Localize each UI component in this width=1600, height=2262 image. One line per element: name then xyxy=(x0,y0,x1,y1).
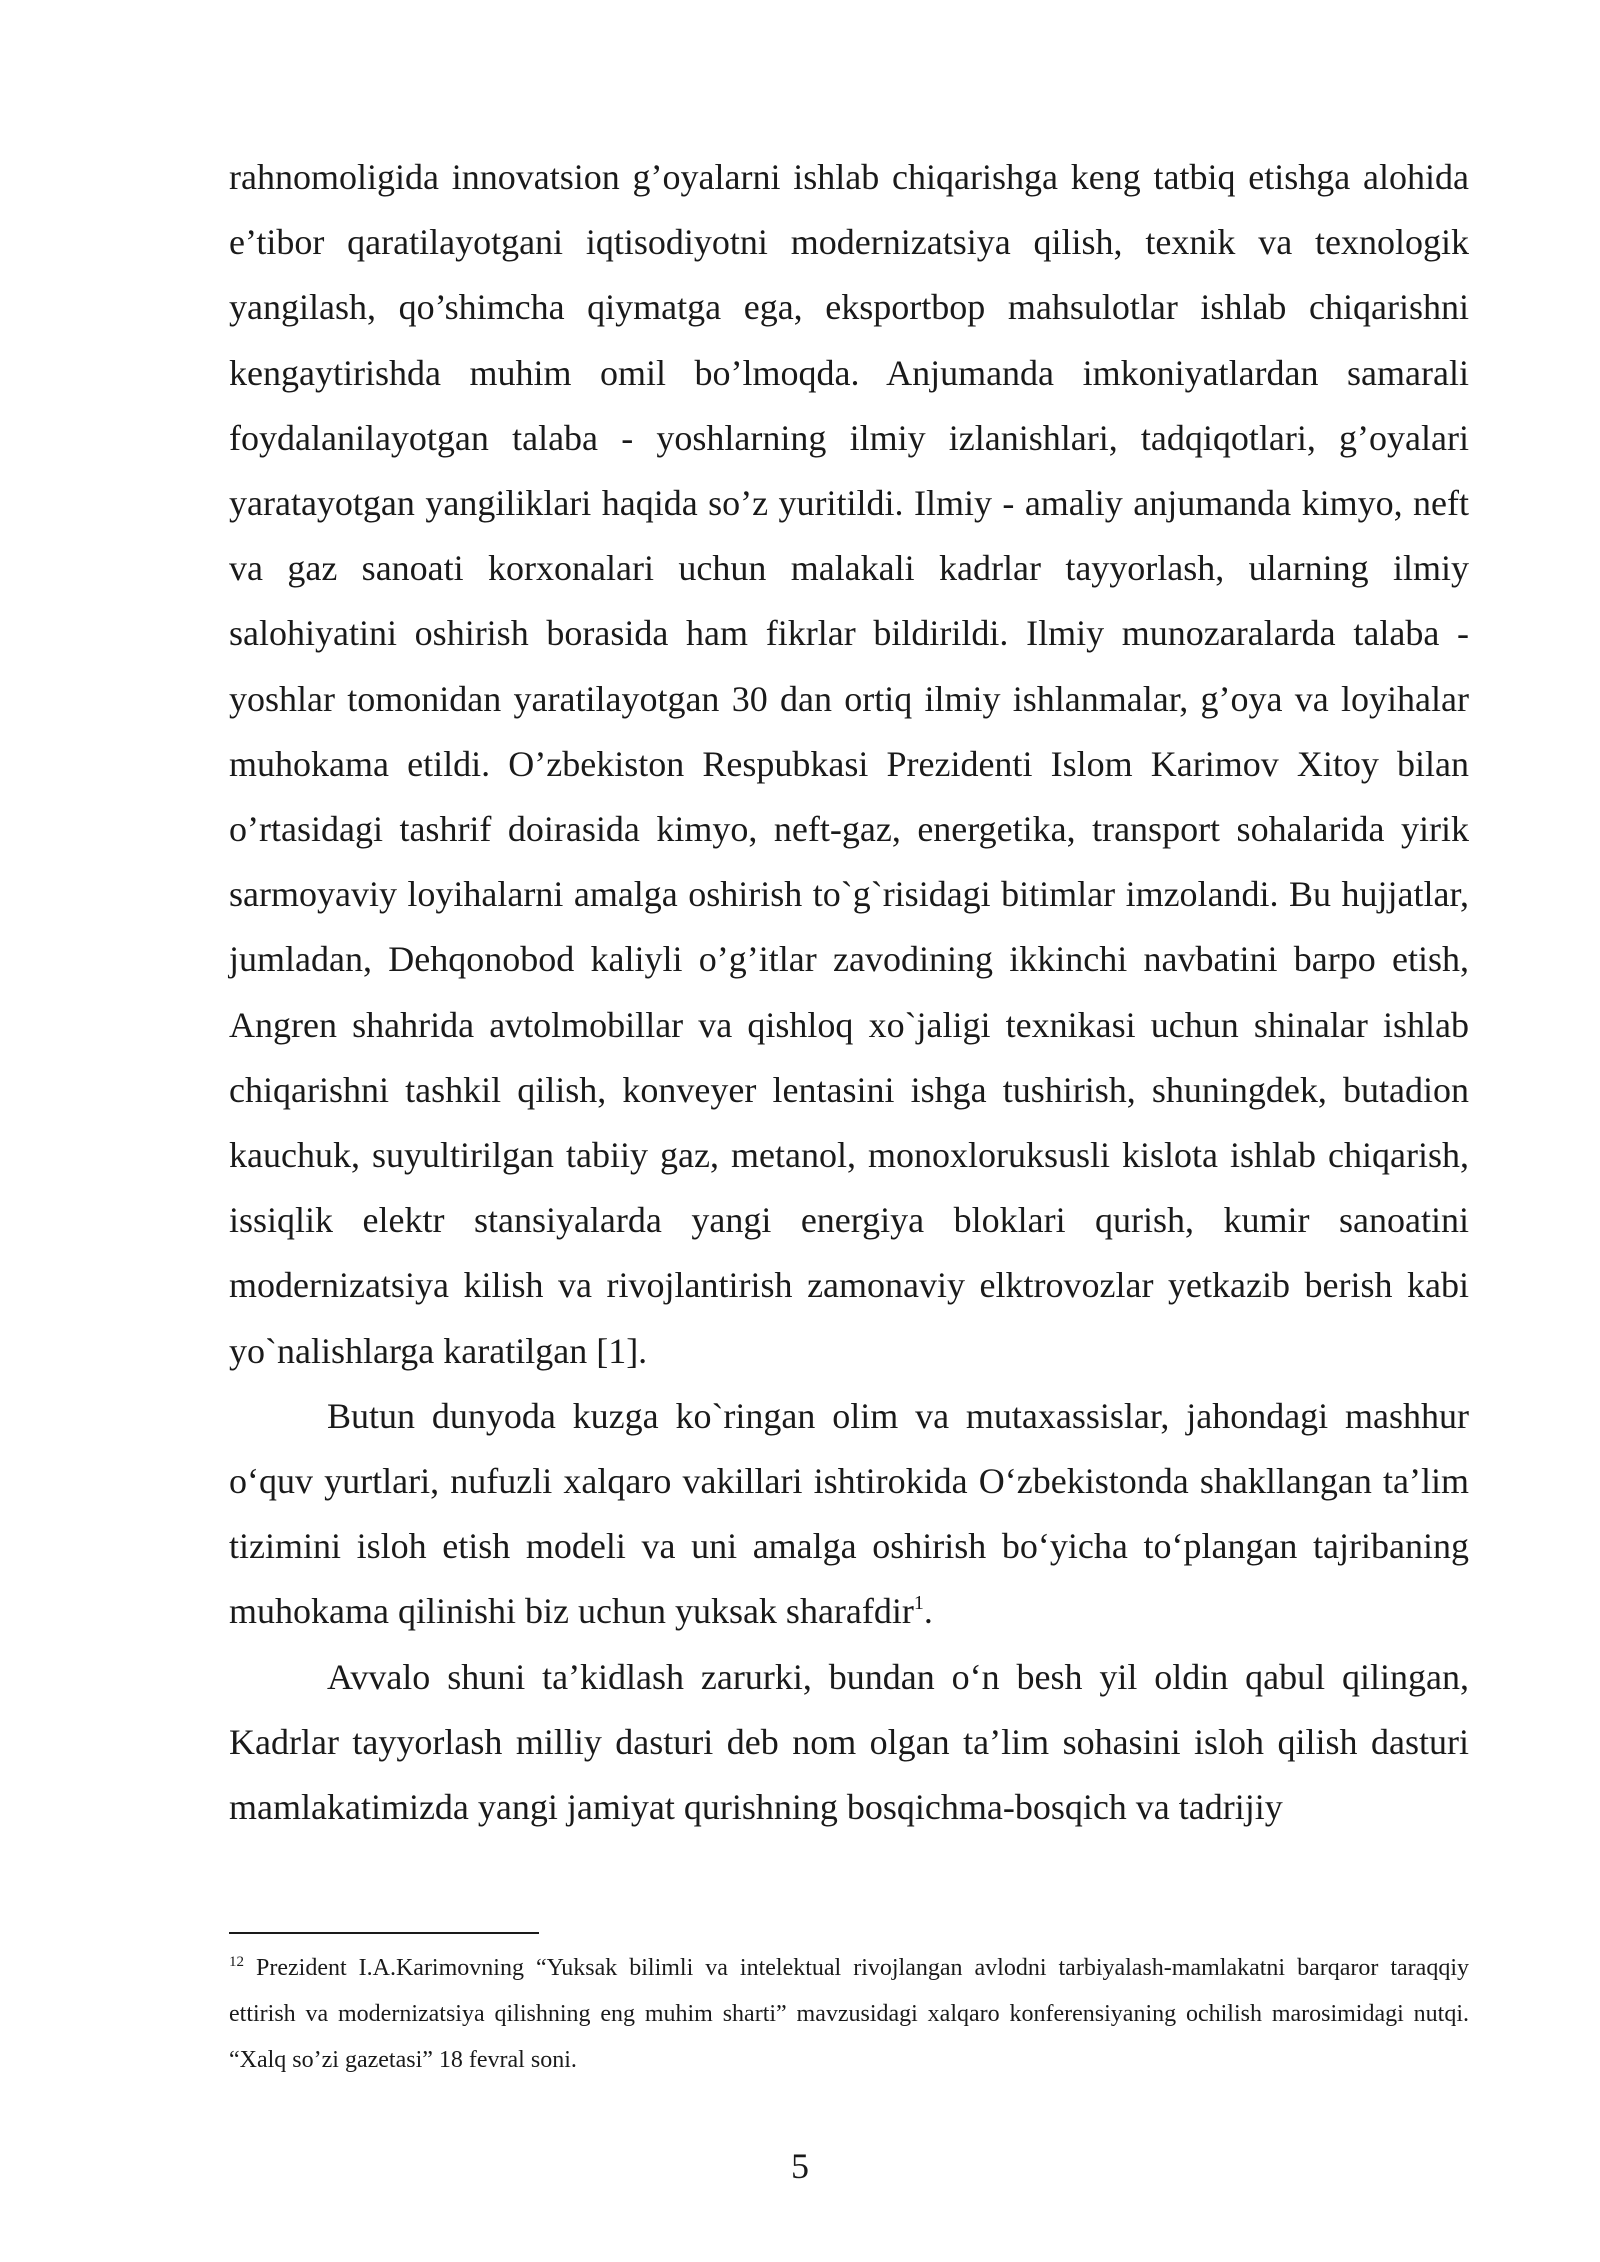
paragraph-3: Avvalo shuni ta’kidlash zarurki, bundan o‘n besh yil oldin qabul qilingan, Kadrlar tayyorlash milliy dasturi deb nom olgan ta’lim sohasini isloh qilish dasturi mamlakatimizda yangi jamiyat qurishning bosqichma-bosqich va tadrijiy xyxy=(229,1656,1469,1828)
paragraph-2-end: . xyxy=(923,1591,933,1632)
footnote-marker: 12 xyxy=(229,1954,244,1970)
body-text xyxy=(229,145,1469,1840)
footnote xyxy=(229,1945,1469,2083)
footnote-reference: 1 xyxy=(913,1592,924,1615)
paragraph-1: rahnomoligida innovatsion g’oyalarni ishlab chiqarishga keng tatbiq etishga alohida e’tibor qaratilayotgani iqtisodiyotni modernizatsiya qilish, texnik va texnologik yangilash, qo’shimcha qiymatga ega, eksportbop mahsulotlar ishlab chiqarishni kengaytirishda muhim omil bo’lmoqda. Anjumanda imkoniyatlardan samarali foydalanilayotgan talaba - yoshlarning ilmiy izlanishlari, tadqiqotlari, g’oyalari yaratayotgan yangiliklari haqida so’z yuritildi. Ilmiy - amaliy anjumanda kimyo, neft va gaz sanoati korxonalari uchun malakali kadrlar tayyorlash, ularning ilmiy salohiyatini oshirish borasida ham fikrlar bildirildi. Ilmiy munozaralarda talaba -yoshlar tomonidan yaratilayotgan 30 dan ortiq ilmiy ishlanmalar, g’oya va loyihalar muhokama etildi. O’zbekiston Respubkasi Prezidenti Islom Karimov Xitoy bilan o’rtasidagi tashrif doirasida kimyo, neft-gaz, energetika, transport sohalarida yirik sarmoyaviy loyihalarni amalga oshirish to`g`risidagi bitimlar imzolandi. Bu hujjatlar, jumladan, Dehqonobod kaliyli o’g’itlar zavodining ikkinchi navbatini barpo etish, Angren shahrida avtolmobillar va qishloq xo`jaligi texnikasi uchun shinalar ishlab chiqarishni tashkil qilish, konveyer lentasini ishga tushirish, shuningdek, butadion kauchuk, suyultirilgan tabiiy gaz, metanol, monoxloruksusli kislota ishlab chiqarish, issiqlik elektr stansiyalarda yangi energiya bloklari qurish, kumir sanoatini modernizatsiya kilish va rivojlantirish zamonaviy elktrovozlar yetkazib berish kabi yo`nalishlarga karatilgan [1]. xyxy=(229,157,1469,1371)
footnote-divider xyxy=(229,1932,539,1934)
footnote-text: Prezident I.A.Karimovning “Yuksak bilimli va intelektual rivojlangan avlodni tarbiyalash-mamlakatni barqaror taraqqiy ettirish va modernizatsiya qilishning eng muhim sharti” mavzusidagi xalqaro konferensiyaning ochilish marosimidagi nutqi. “Xalq so’zi gazetasi” 18 fevral soni. xyxy=(229,1955,1469,2073)
paragraph-2-text: Butun dunyoda kuzga ko`ringan olim va mutaxassislar, jahondagi mashhur o‘quv yurtlari, nufuzli xalqaro vakillari ishtirokida O‘zbekistonda shakllangan ta’lim tizimini isloh etish modeli va uni amalga oshirish bo‘yicha to‘plangan tajribaning muhokama qilinishi biz uchun yuksak sharafdir xyxy=(229,1395,1469,1632)
page-number: 5 xyxy=(791,2146,809,2186)
paragraph-2 xyxy=(229,1384,1469,1645)
